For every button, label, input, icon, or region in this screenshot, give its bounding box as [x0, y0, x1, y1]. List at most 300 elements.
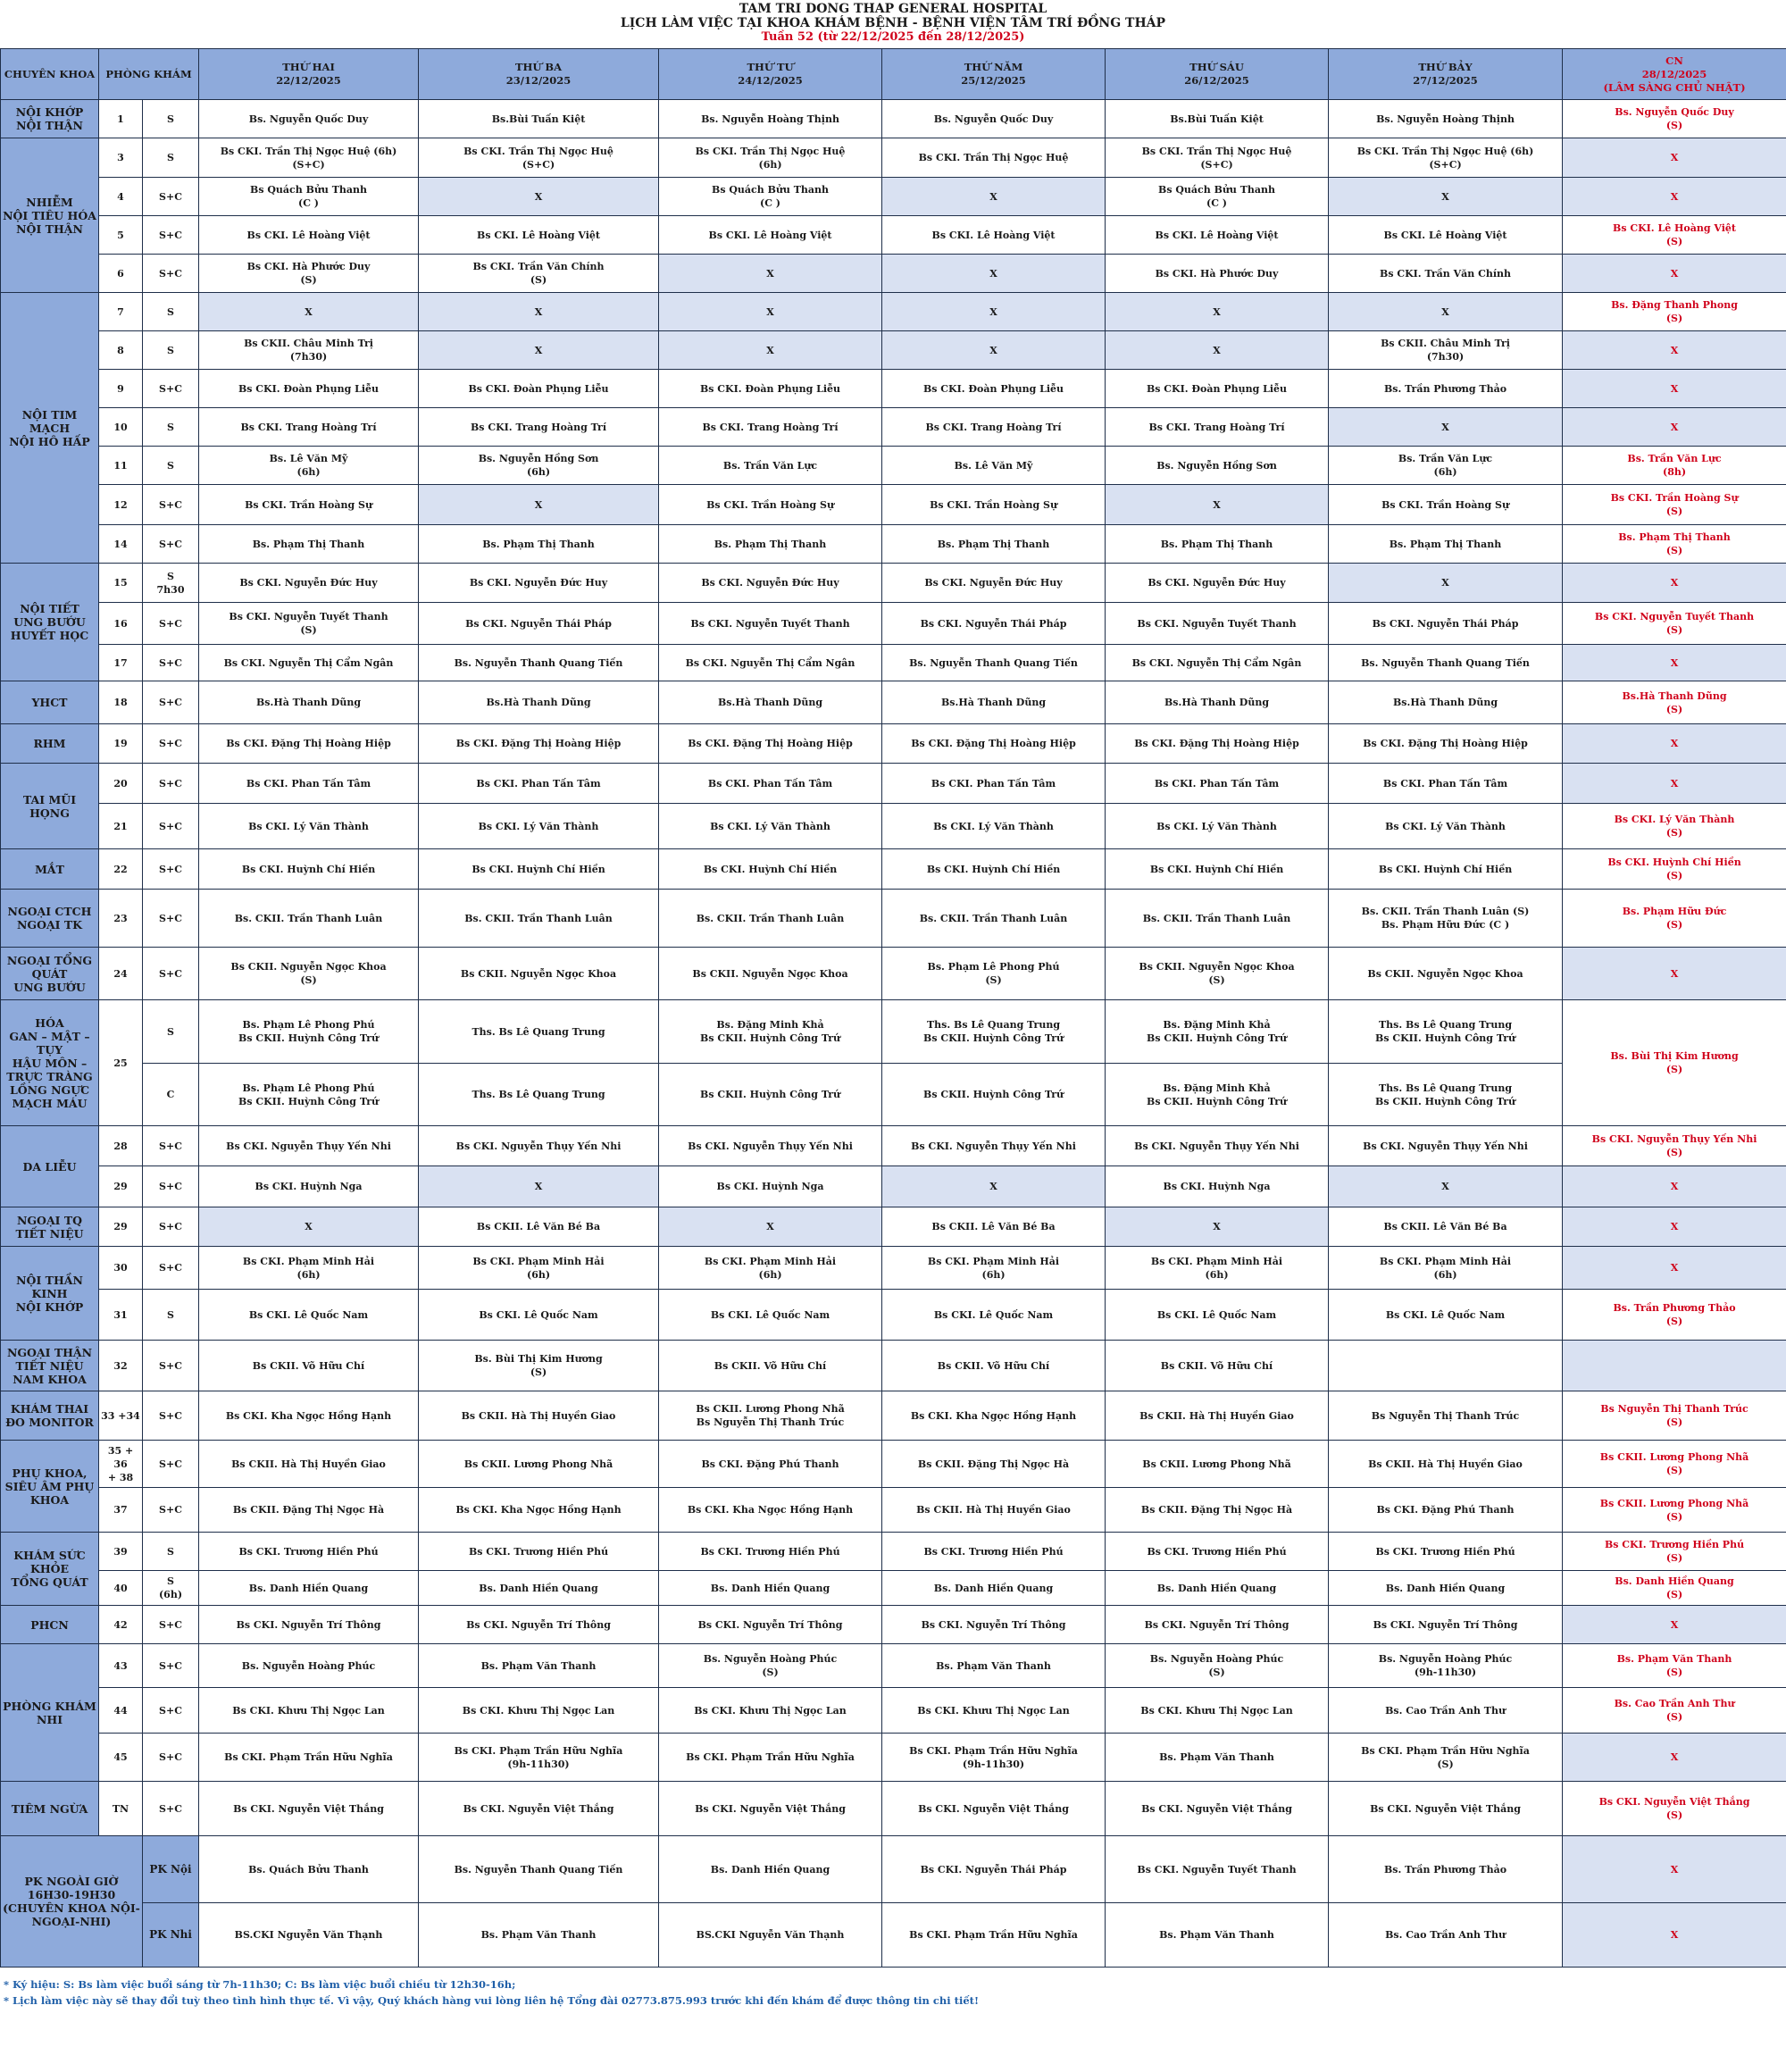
- table-row: [1, 331, 1786, 370]
- doctor-cell: Bs. Nguyễn Hoàng Phúc (S): [659, 1644, 882, 1688]
- sunday-doctor-cell: [1563, 1341, 1786, 1391]
- sunday-doctor-cell: X: [1563, 178, 1786, 216]
- doctor-cell: Ths. Bs Lê Quang Trung: [419, 1000, 659, 1064]
- doctor-cell: Bs. Nguyễn Quốc Duy: [199, 100, 419, 138]
- doctor-cell: Ths. Bs Lê Quang Trung: [419, 1064, 659, 1126]
- doctor-cell: X: [1329, 293, 1563, 331]
- doctor-cell: X: [882, 293, 1106, 331]
- doctor-cell: Bs CKI. Nguyễn Đức Huy: [199, 564, 419, 603]
- doctor-cell: Bs. Nguyễn Hồng Sơn (6h): [419, 447, 659, 485]
- shift-cell: S+C: [143, 525, 199, 564]
- doctor-cell: Bs CKI. Phạm Minh Hải (6h): [199, 1247, 419, 1290]
- schedule-table: [0, 48, 1786, 1968]
- table-row: [1, 1247, 1786, 1290]
- doctor-cell: X: [419, 485, 659, 525]
- room-number: 19: [99, 724, 143, 764]
- doctor-cell: Bs CKI. Nguyễn Thụy Yến Nhi: [659, 1126, 882, 1166]
- doctor-cell: Bs CKI. Đặng Thị Hoàng Hiệp: [659, 724, 882, 764]
- doctor-cell: Bs CKI. Phạm Trần Hữu Nghĩa (9h-11h30): [419, 1734, 659, 1782]
- table-row: [1, 408, 1786, 447]
- doctor-cell: Bs. Nguyễn Thanh Quang Tiến: [1329, 645, 1563, 681]
- doctor-cell: Bs. Phạm Thị Thanh: [1329, 525, 1563, 564]
- doctor-cell: X: [419, 331, 659, 370]
- table-row: [1, 370, 1786, 408]
- sunday-doctor-cell: Bs. Cao Trần Anh Thư (S): [1563, 1688, 1786, 1734]
- room-number: 16: [99, 603, 143, 645]
- schedule-body: [1, 100, 1786, 1968]
- table-row: [1, 1571, 1786, 1606]
- page-header: [0, 0, 1786, 48]
- day-header-thu: THỨ NĂM 25/12/2025: [882, 49, 1106, 100]
- sunday-doctor-cell: Bs CKI. Lê Hoàng Việt (S): [1563, 216, 1786, 255]
- specialty-cell: NỘI TIẾT UNG BƯỚU HUYẾT HỌC: [1, 564, 99, 681]
- doctor-cell: Bs CKI. Trương Hiền Phú: [1329, 1533, 1563, 1571]
- room-number: 29: [99, 1166, 143, 1207]
- doctor-cell: X: [1106, 1207, 1329, 1247]
- sunday-doctor-cell: Bs CKI. Nguyễn Việt Thắng (S): [1563, 1782, 1786, 1836]
- table-row: [1, 724, 1786, 764]
- room-number: 31: [99, 1290, 143, 1341]
- doctor-cell: Bs CKI. Huỳnh Chí Hiền: [419, 849, 659, 890]
- doctor-cell: Bs CKI. Phạm Minh Hải (6h): [882, 1247, 1106, 1290]
- doctor-cell: Bs CKI. Đoàn Phụng Liễu: [199, 370, 419, 408]
- doctor-cell: Bs CKI. Trần Hoàng Sự: [882, 485, 1106, 525]
- week-range: Tuần 52 (từ 22/12/2025 đến 28/12/2025): [761, 30, 1025, 44]
- doctor-cell: Bs CKII. Lê Văn Bé Ba: [1329, 1207, 1563, 1247]
- doctor-cell: Bs CKI. Phạm Trần Hữu Nghĩa: [199, 1734, 419, 1782]
- specialty-cell: TIÊM NGỪA: [1, 1782, 99, 1836]
- doctor-cell: X: [882, 255, 1106, 293]
- doctor-cell: Bs CKI. Lý Văn Thành: [1329, 804, 1563, 849]
- doctor-cell: Bs CKI. Trần Thị Ngọc Huệ (6h) (S+C): [199, 138, 419, 178]
- doctor-cell: Bs CKI. Lý Văn Thành: [882, 804, 1106, 849]
- doctor-cell: Bs CKI. Nguyễn Thái Pháp: [1329, 603, 1563, 645]
- doctor-cell: Bs CKI. Đoàn Phụng Liễu: [659, 370, 882, 408]
- doctor-cell: Bs CKI. Phạm Trần Hữu Nghĩa (9h-11h30): [882, 1734, 1106, 1782]
- doctor-cell: Bs CKI. Phạm Trần Hữu Nghĩa: [659, 1734, 882, 1782]
- room-number: 21: [99, 804, 143, 849]
- doctor-cell: Bs CKI. Huỳnh Chí Hiền: [659, 849, 882, 890]
- doctor-cell: X: [1106, 293, 1329, 331]
- doctor-cell: Bs CKI. Lê Quốc Nam: [199, 1290, 419, 1341]
- table-row: [1, 1782, 1786, 1836]
- doctor-cell: Bs CKI. Phạm Trần Hữu Nghĩa (S): [1329, 1734, 1563, 1782]
- doctor-cell: Bs CKI. Đoàn Phụng Liễu: [1106, 370, 1329, 408]
- shift-cell: S+C: [143, 1391, 199, 1441]
- doctor-cell: Bs CKI. Nguyễn Việt Thắng: [659, 1782, 882, 1836]
- doctor-cell: Bs. CKII. Trần Thanh Luân: [199, 890, 419, 948]
- doctor-cell: Bs CKI. Phạm Minh Hải (6h): [659, 1247, 882, 1290]
- doctor-cell: Bs CKI. Trang Hoàng Trí: [419, 408, 659, 447]
- sunday-doctor-cell: Bs CKI. Nguyễn Tuyết Thanh (S): [1563, 603, 1786, 645]
- room-number: 29: [99, 1207, 143, 1247]
- specialty-cell: PHCN: [1, 1606, 99, 1644]
- doctor-cell: Bs CKI. Phạm Minh Hải (6h): [419, 1247, 659, 1290]
- sunday-doctor-cell: X: [1563, 138, 1786, 178]
- doctor-cell: Bs CKI. Nguyễn Việt Thắng: [1106, 1782, 1329, 1836]
- sunday-doctor-cell: X: [1563, 1207, 1786, 1247]
- doctor-cell: Bs CKI. Phạm Minh Hải (6h): [1329, 1247, 1563, 1290]
- doctor-cell: X: [659, 255, 882, 293]
- specialty-cell: HÓA GAN – MẬT – TỤY HẬU MÔN – TRỰC TRÀNG LỒNG NGỰC MẠCH MÁU: [1, 1000, 99, 1126]
- table-row: [1, 100, 1786, 138]
- sunday-doctor-cell: X: [1563, 408, 1786, 447]
- doctor-cell: Bs CKI. Trần Văn Chính (S): [419, 255, 659, 293]
- doctor-cell: Bs CKI. Trần Thị Ngọc Huệ: [882, 138, 1106, 178]
- doctor-cell: Bs. Phạm Văn Thanh: [882, 1644, 1106, 1688]
- shift-cell: S+C: [143, 1441, 199, 1488]
- doctor-cell: Bs CKI. Đoàn Phụng Liễu: [419, 370, 659, 408]
- doctor-cell: Bs CKII. Nguyễn Ngọc Khoa (S): [1106, 948, 1329, 1000]
- shift-cell: S: [143, 408, 199, 447]
- doctor-cell: Bs CKII. Lương Phong Nhã: [419, 1441, 659, 1488]
- doctor-cell: Bs. Phạm Văn Thanh: [1106, 1734, 1329, 1782]
- doctor-cell: Bs CKII. Châu Minh Trị (7h30): [199, 331, 419, 370]
- doctor-cell: Bs. Phạm Lê Phong Phú (S): [882, 948, 1106, 1000]
- table-row: [1, 603, 1786, 645]
- doctor-cell: Bs CKI. Trần Hoàng Sự: [199, 485, 419, 525]
- room-number: 44: [99, 1688, 143, 1734]
- room-number: 15: [99, 564, 143, 603]
- table-row: [1, 681, 1786, 724]
- sunday-doctor-cell: Bs. Phạm Văn Thanh (S): [1563, 1644, 1786, 1688]
- sunday-doctor-cell: Bs CKI. Trần Hoàng Sự (S): [1563, 485, 1786, 525]
- specialty-header: CHUYÊN KHOA: [1, 49, 99, 100]
- table-row: [1, 890, 1786, 948]
- doctor-cell: Bs Quách Bửu Thanh (C ): [659, 178, 882, 216]
- doctor-cell: Bs CKII. Nguyễn Ngọc Khoa: [419, 948, 659, 1000]
- doctor-cell: Bs CKI. Nguyễn Thụy Yến Nhi: [1106, 1126, 1329, 1166]
- shift-cell: S: [143, 1533, 199, 1571]
- doctor-cell: Bs. Danh Hiền Quang: [882, 1571, 1106, 1606]
- sunday-doctor-cell: Bs. Nguyễn Quốc Duy (S): [1563, 100, 1786, 138]
- doctor-cell: Bs CKI. Trương Hiền Phú: [199, 1533, 419, 1571]
- shift-cell: S+C: [143, 1166, 199, 1207]
- footer-legend: * Ký hiệu: S: Bs làm việc buổi sáng từ 7h-11h30; C: Bs làm việc buổi chiều từ 12h30-16h;: [4, 1978, 516, 1991]
- specialty-cell: MẮT: [1, 849, 99, 890]
- table-row: [1, 1000, 1786, 1064]
- doctor-cell: Bs CKI. Kha Ngọc Hồng Hạnh: [199, 1391, 419, 1441]
- doctor-cell: Bs CKII. Hà Thị Huyền Giao: [1106, 1391, 1329, 1441]
- sunday-doctor-cell: Bs. Đặng Thanh Phong (S): [1563, 293, 1786, 331]
- room-number: 6: [99, 255, 143, 293]
- room-number: 40: [99, 1571, 143, 1606]
- table-row: [1, 485, 1786, 525]
- after-hours-label: PK NGOÀI GIỜ 16H30-19H30 (CHUYÊN KHOA NỘI- NGOẠI-NHI): [1, 1836, 143, 1968]
- doctor-cell: Bs CKI. Kha Ngọc Hồng Hạnh: [419, 1488, 659, 1533]
- doctor-cell: Bs CKI. Lê Hoàng Việt: [882, 216, 1106, 255]
- footer-disclaimer: * Lịch làm việc này sẽ thay đổi tuỳ theo tình hình thực tế. Vì vậy, Quý khách hàng vui lòng liên hệ Tổng đài 02773.875.993 trước khi đến khám để được thông tin chi tiết!: [4, 1994, 980, 2007]
- room-number: 43: [99, 1644, 143, 1688]
- sunday-doctor-cell: X: [1563, 764, 1786, 804]
- doctor-cell: Bs CKI. Nguyễn Việt Thắng: [199, 1782, 419, 1836]
- doctor-cell: Bs CKI. Lý Văn Thành: [199, 804, 419, 849]
- doctor-cell: Bs CKI. Nguyễn Đức Huy: [659, 564, 882, 603]
- doctor-cell: Bs CKI. Nguyễn Trí Thông: [659, 1606, 882, 1644]
- doctor-cell: Bs CKI. Trần Hoàng Sự: [659, 485, 882, 525]
- doctor-cell: Bs Quách Bửu Thanh (C ): [1106, 178, 1329, 216]
- doctor-cell: Ths. Bs Lê Quang Trung Bs CKII. Huỳnh Công Trứ: [1329, 1064, 1563, 1126]
- shift-cell: S: [143, 1290, 199, 1341]
- shift-cell: S+C: [143, 645, 199, 681]
- footer-notes: [0, 1968, 1786, 2009]
- doctor-cell: Bs CKI. Đặng Thị Hoàng Hiệp: [419, 724, 659, 764]
- doctor-cell: Bs CKII. Võ Hữu Chí: [882, 1341, 1106, 1391]
- doctor-cell: Bs. CKII. Trần Thanh Luân: [419, 890, 659, 948]
- sunday-doctor-cell: X: [1563, 948, 1786, 1000]
- sunday-doctor-cell: X: [1563, 645, 1786, 681]
- room-number: 10: [99, 408, 143, 447]
- doctor-cell: Bs CKI. Huỳnh Nga: [1106, 1166, 1329, 1207]
- day-header-mon: THỨ HAI 22/12/2025: [199, 49, 419, 100]
- hospital-name: TAM TRI DONG THAP GENERAL HOSPITAL: [739, 2, 1047, 16]
- table-row: [1, 849, 1786, 890]
- table-row: [1, 948, 1786, 1000]
- sunday-doctor-cell: Bs CKI. Huỳnh Chí Hiền (S): [1563, 849, 1786, 890]
- room-number: 9: [99, 370, 143, 408]
- doctor-cell: Bs CKI. Đặng Phú Thanh: [1329, 1488, 1563, 1533]
- room-number: 1: [99, 100, 143, 138]
- doctor-cell: Bs CKI. Trần Văn Chính: [1329, 255, 1563, 293]
- doctor-cell: Bs CKI. Nguyễn Đức Huy: [1106, 564, 1329, 603]
- table-row: [1, 1391, 1786, 1441]
- shift-cell: S+C: [143, 948, 199, 1000]
- after-hours-row: [1, 1903, 1786, 1968]
- shift-cell: S+C: [143, 1207, 199, 1247]
- doctor-cell: Bs. Phạm Văn Thanh: [419, 1644, 659, 1688]
- doctor-cell: Bs CKII. Đặng Thị Ngọc Hà: [882, 1441, 1106, 1488]
- sunday-doctor-cell: Bs CKII. Lương Phong Nhã (S): [1563, 1488, 1786, 1533]
- shift-cell: S+C: [143, 1488, 199, 1533]
- shift-cell: S+C: [143, 1606, 199, 1644]
- doctor-cell: Bs.Hà Thanh Dũng: [882, 681, 1106, 724]
- doctor-cell: Bs CKI. Huỳnh Chí Hiền: [1329, 849, 1563, 890]
- doctor-cell: Bs.Hà Thanh Dũng: [1106, 681, 1329, 724]
- doctor-cell: Bs CKI. Nguyễn Thụy Yến Nhi: [419, 1126, 659, 1166]
- doctor-cell: Bs CKI. Trương Hiền Phú: [1106, 1533, 1329, 1571]
- day-header-tue: THỨ BA 23/12/2025: [419, 49, 659, 100]
- doctor-cell: [1329, 1341, 1563, 1391]
- table-row: [1, 1606, 1786, 1644]
- doctor-cell: Bs. Trần Phương Thảo: [1329, 370, 1563, 408]
- room-number: 3: [99, 138, 143, 178]
- table-row: [1, 178, 1786, 216]
- shift-cell: S+C: [143, 216, 199, 255]
- doctor-cell: Bs Nguyễn Thị Thanh Trúc: [1329, 1391, 1563, 1441]
- room-number: 33 +34: [99, 1391, 143, 1441]
- doctor-cell: X: [882, 1166, 1106, 1207]
- sunday-doctor-cell: Bs CKI. Trương Hiền Phú (S): [1563, 1533, 1786, 1571]
- doctor-cell: Bs CKI. Nguyễn Việt Thắng: [1329, 1782, 1563, 1836]
- doctor-cell: Bs. Quách Bửu Thanh: [199, 1836, 419, 1903]
- doctor-cell: Bs CKI. Kha Ngọc Hồng Hạnh: [659, 1488, 882, 1533]
- doctor-cell: Bs. Trần Phương Thảo: [1329, 1836, 1563, 1903]
- doctor-cell: Bs CKI. Phạm Minh Hải (6h): [1106, 1247, 1329, 1290]
- doctor-cell: Bs CKI. Phan Tấn Tâm: [1106, 764, 1329, 804]
- doctor-cell: Bs CKI. Khưu Thị Ngọc Lan: [1106, 1688, 1329, 1734]
- doctor-cell: Bs CKI. Lê Quốc Nam: [659, 1290, 882, 1341]
- table-row: [1, 1207, 1786, 1247]
- room-number: 22: [99, 849, 143, 890]
- doctor-cell: Bs CKI. Trần Thị Ngọc Huệ (6h) (S+C): [1329, 138, 1563, 178]
- doctor-cell: Ths. Bs Lê Quang Trung Bs CKII. Huỳnh Công Trứ: [882, 1000, 1106, 1064]
- specialty-cell: NỘI TIM MẠCH NỘI HÔ HẤP: [1, 293, 99, 564]
- specialty-cell: NỘI KHỚP NỘI THẬN: [1, 100, 99, 138]
- doctor-cell: Bs CKI. Trang Hoàng Trí: [1106, 408, 1329, 447]
- table-row: [1, 645, 1786, 681]
- doctor-cell: Bs. Danh Hiền Quang: [419, 1571, 659, 1606]
- sunday-doctor-cell: Bs. Trần Văn Lực (8h): [1563, 447, 1786, 485]
- doctor-cell: Bs.Hà Thanh Dũng: [659, 681, 882, 724]
- sunday-doctor-cell: X: [1563, 1606, 1786, 1644]
- doctor-cell: Bs. Phạm Thị Thanh: [199, 525, 419, 564]
- doctor-cell: Bs CKII. Nguyễn Ngọc Khoa (S): [199, 948, 419, 1000]
- doctor-cell: Bs. Cao Trần Anh Thư: [1329, 1903, 1563, 1968]
- shift-cell: S+C: [143, 603, 199, 645]
- shift-cell: S+C: [143, 724, 199, 764]
- shift-cell: S+C: [143, 1734, 199, 1782]
- doctor-cell: Bs CKI. Huỳnh Chí Hiền: [1106, 849, 1329, 890]
- doctor-cell: Bs CKI. Nguyễn Thụy Yến Nhi: [199, 1126, 419, 1166]
- table-row: [1, 564, 1786, 603]
- doctor-cell: Bs CKII. Đặng Thị Ngọc Hà: [199, 1488, 419, 1533]
- doctor-cell: Bs CKI. Khưu Thị Ngọc Lan: [659, 1688, 882, 1734]
- shift-cell: S+C: [143, 804, 199, 849]
- doctor-cell: Bs. Nguyễn Quốc Duy: [882, 100, 1106, 138]
- doctor-cell: Bs. CKII. Trần Thanh Luân: [659, 890, 882, 948]
- room-number: 45: [99, 1734, 143, 1782]
- sunday-doctor-cell: Bs. Danh Hiền Quang (S): [1563, 1571, 1786, 1606]
- doctor-cell: Bs CKI. Huỳnh Chí Hiền: [199, 849, 419, 890]
- doctor-cell: Bs CKI. Nguyễn Tuyết Thanh: [659, 603, 882, 645]
- specialty-cell: NGOẠI TQ TIẾT NIỆU: [1, 1207, 99, 1247]
- doctor-cell: X: [659, 293, 882, 331]
- table-row: [1, 293, 1786, 331]
- sunday-doctor-cell: Bs. Trần Phương Thảo (S): [1563, 1290, 1786, 1341]
- doctor-cell: Bs CKI. Lê Quốc Nam: [1329, 1290, 1563, 1341]
- doctor-cell: Bs CKI. Huỳnh Chí Hiền: [882, 849, 1106, 890]
- doctor-cell: Bs. Phạm Văn Thanh: [419, 1903, 659, 1968]
- doctor-cell: Bs CKII. Lê Văn Bé Ba: [419, 1207, 659, 1247]
- doctor-cell: Bs Quách Bửu Thanh (C ): [199, 178, 419, 216]
- room-number: 24: [99, 948, 143, 1000]
- specialty-cell: KHÁM THAI ĐO MONITOR: [1, 1391, 99, 1441]
- doctor-cell: Bs. Phạm Văn Thanh: [1106, 1903, 1329, 1968]
- doctor-cell: Bs CKII. Võ Hữu Chí: [1106, 1341, 1329, 1391]
- table-row: [1, 1064, 1786, 1126]
- doctor-cell: Bs. Lê Văn Mỹ: [882, 447, 1106, 485]
- doctor-cell: Bs. Đặng Minh Khả Bs CKII. Huỳnh Công Trứ: [1106, 1000, 1329, 1064]
- sunday-doctor-cell: Bs.Hà Thanh Dũng (S): [1563, 681, 1786, 724]
- doctor-cell: BS.CKI Nguyễn Văn Thạnh: [199, 1903, 419, 1968]
- doctor-cell: Bs CKII. Nguyễn Ngọc Khoa: [1329, 948, 1563, 1000]
- doctor-cell: Bs CKI. Nguyễn Việt Thắng: [882, 1782, 1106, 1836]
- shift-cell: S+C: [143, 255, 199, 293]
- room-number: 20: [99, 764, 143, 804]
- table-row: [1, 447, 1786, 485]
- doctor-cell: Bs CKII. Đặng Thị Ngọc Hà: [1106, 1488, 1329, 1533]
- specialty-cell: DA LIỄU: [1, 1126, 99, 1207]
- sunday-doctor-cell: Bs Nguyễn Thị Thanh Trúc (S): [1563, 1391, 1786, 1441]
- doctor-cell: Bs CKI. Trần Thị Ngọc Huệ (S+C): [1106, 138, 1329, 178]
- shift-cell: S 7h30: [143, 564, 199, 603]
- doctor-cell: Bs CKI. Nguyễn Thụy Yến Nhi: [1329, 1126, 1563, 1166]
- doctor-cell: Bs CKI. Đặng Thị Hoàng Hiệp: [882, 724, 1106, 764]
- doctor-cell: Bs CKI. Lê Hoàng Việt: [659, 216, 882, 255]
- doctor-cell: Bs CKI. Đoàn Phụng Liễu: [882, 370, 1106, 408]
- doctor-cell: X: [1329, 178, 1563, 216]
- doctor-cell: Bs CKI. Hà Phước Duy (S): [199, 255, 419, 293]
- shift-cell: S+C: [143, 1247, 199, 1290]
- specialty-cell: NGOẠI THẬN TIẾT NIỆU NAM KHOA: [1, 1341, 99, 1391]
- room-number: TN: [99, 1782, 143, 1836]
- doctor-cell: Bs CKI. Phạm Trần Hữu Nghĩa: [882, 1903, 1106, 1968]
- shift-cell: S+C: [143, 1688, 199, 1734]
- sunday-doctor-cell: Bs. Phạm Thị Thanh (S): [1563, 525, 1786, 564]
- doctor-cell: Bs CKI. Đặng Thị Hoàng Hiệp: [1106, 724, 1329, 764]
- doctor-cell: Bs CKI. Lê Quốc Nam: [1106, 1290, 1329, 1341]
- shift-cell: C: [143, 1064, 199, 1126]
- doctor-cell: Bs CKI. Huỳnh Nga: [199, 1166, 419, 1207]
- table-row: [1, 1688, 1786, 1734]
- table-row: [1, 1166, 1786, 1207]
- shift-cell: S+C: [143, 1644, 199, 1688]
- table-row: [1, 804, 1786, 849]
- specialty-cell: NGOẠI CTCH NGOẠI TK: [1, 890, 99, 948]
- specialty-cell: YHCT: [1, 681, 99, 724]
- sunday-doctor-cell: X: [1563, 255, 1786, 293]
- specialty-cell: PHỤ KHOA, SIÊU ÂM PHỤ KHOA: [1, 1441, 99, 1533]
- doctor-cell: Bs.Bùi Tuấn Kiệt: [1106, 100, 1329, 138]
- doctor-cell: Bs CKI. Phan Tấn Tâm: [419, 764, 659, 804]
- shift-cell: S+C: [143, 1126, 199, 1166]
- doctor-cell: X: [1329, 408, 1563, 447]
- shift-cell: S+C: [143, 370, 199, 408]
- sunday-doctor-cell: Bs CKI. Nguyễn Thụy Yến Nhi (S): [1563, 1126, 1786, 1166]
- doctor-cell: Bs CKI. Nguyễn Thị Cẩm Ngân: [199, 645, 419, 681]
- doctor-cell: Bs CKI. Huỳnh Nga: [659, 1166, 882, 1207]
- shift-cell: S: [143, 100, 199, 138]
- room-number: 39: [99, 1533, 143, 1571]
- table-row: [1, 138, 1786, 178]
- table-row: [1, 525, 1786, 564]
- shift-cell: S (6h): [143, 1571, 199, 1606]
- sunday-doctor-cell: Bs CKI. Lý Văn Thành (S): [1563, 804, 1786, 849]
- doctor-cell: X: [659, 331, 882, 370]
- shift-cell: S: [143, 138, 199, 178]
- sunday-doctor-cell: Bs CKII. Lương Phong Nhã (S): [1563, 1441, 1786, 1488]
- shift-cell: S: [143, 293, 199, 331]
- doctor-cell: Bs CKI. Hà Phước Duy: [1106, 255, 1329, 293]
- doctor-cell: Bs CKI. Nguyễn Trí Thông: [1329, 1606, 1563, 1644]
- doctor-cell: Bs CKI. Nguyễn Trí Thông: [419, 1606, 659, 1644]
- doctor-cell: X: [419, 1166, 659, 1207]
- doctor-cell: Bs CKI. Khưu Thị Ngọc Lan: [419, 1688, 659, 1734]
- doctor-cell: Bs CKI. Nguyễn Thị Cẩm Ngân: [1106, 645, 1329, 681]
- table-row: [1, 1126, 1786, 1166]
- sunday-doctor-cell: X: [1563, 331, 1786, 370]
- doctor-cell: Bs. Nguyễn Hoàng Phúc (S): [1106, 1644, 1329, 1688]
- doctor-cell: Bs. Lê Văn Mỹ (6h): [199, 447, 419, 485]
- sunday-doctor-cell: X: [1563, 724, 1786, 764]
- doctor-cell: Bs CKI. Trần Hoàng Sự: [1329, 485, 1563, 525]
- shift-cell: S+C: [143, 178, 199, 216]
- specialty-cell: PHÒNG KHÁM NHI: [1, 1644, 99, 1782]
- doctor-cell: Bs. Danh Hiền Quang: [659, 1836, 882, 1903]
- doctor-cell: X: [1106, 485, 1329, 525]
- doctor-cell: X: [199, 1207, 419, 1247]
- sunday-doctor-cell: X: [1563, 1903, 1786, 1968]
